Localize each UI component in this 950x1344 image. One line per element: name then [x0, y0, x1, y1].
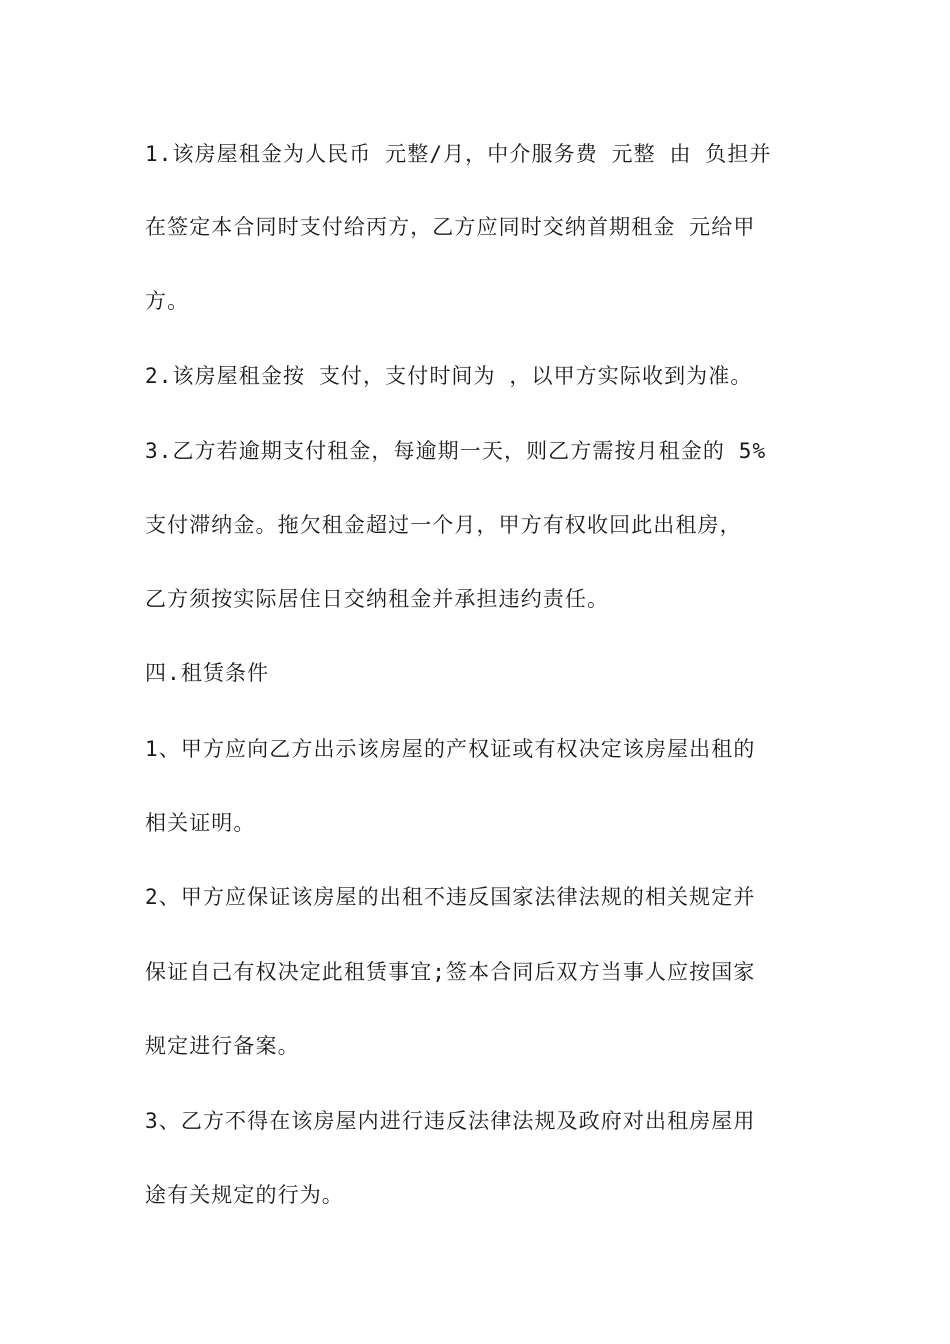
text-line: 规定进行备案。 — [145, 1034, 300, 1058]
text-line: 1.该房屋租金为人民币 元整/月，中介服务费 元整 由 负担并 — [145, 142, 772, 166]
text-line: 2.该房屋租金按 支付，支付时间为 ，以甲方实际收到为准。 — [145, 364, 753, 388]
text-line: 乙方须按实际居住日交纳租金并承担违约责任。 — [145, 587, 610, 611]
text-line: 相关证明。 — [145, 811, 256, 835]
text-line: 途有关规定的行为。 — [145, 1183, 344, 1207]
section-heading: 四.租赁条件 — [145, 661, 270, 685]
text-line: 在签定本合同时支付给丙方，乙方应同时交纳首期租金 元给甲 — [145, 215, 756, 239]
text-line: 3、乙方不得在该房屋内进行违反法律法规及政府对出租房屋用 — [145, 1109, 756, 1133]
text-line: 3.乙方若逾期支付租金，每逾期一天，则乙方需按月租金的 5% — [145, 439, 767, 463]
text-line: 支付滞纳金。拖欠租金超过一个月，甲方有权收回此出租房， — [145, 513, 742, 537]
text-line: 保证自己有权决定此租赁事宜;签本合同后双方当事人应按国家 — [145, 960, 756, 984]
text-line: 方。 — [145, 289, 190, 313]
text-line: 2、甲方应保证该房屋的出租不违反国家法律法规的相关规定并 — [145, 885, 756, 909]
text-line: 1、甲方应向乙方出示该房屋的产权证或有权决定该房屋出租的 — [145, 737, 756, 761]
